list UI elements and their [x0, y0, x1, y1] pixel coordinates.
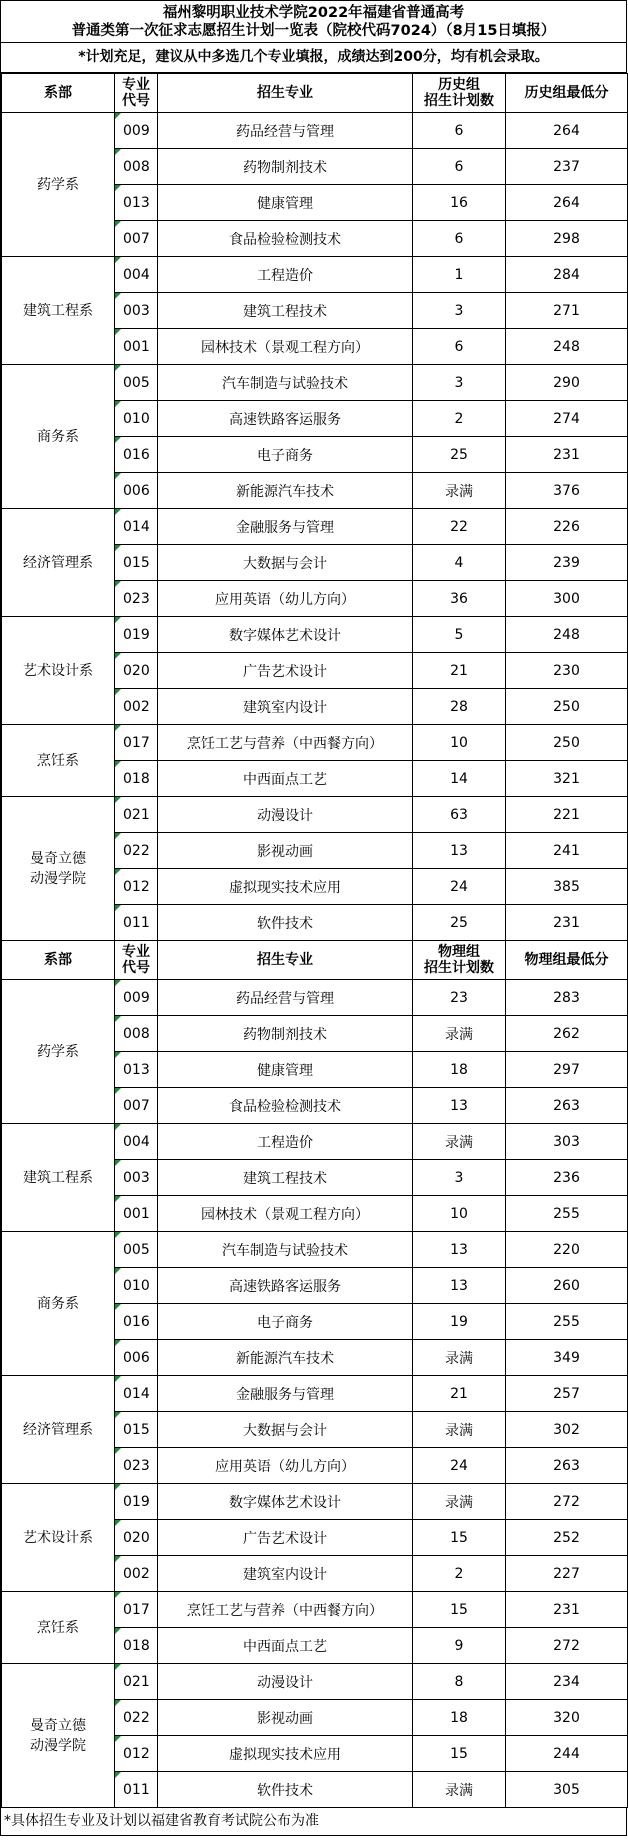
table-header-row — [2, 941, 628, 980]
major-name: 工程造价 — [158, 1124, 413, 1160]
plan-count: 22 — [413, 509, 506, 545]
department-cell: 烹饪系 — [2, 725, 115, 797]
major-code: 004 — [115, 257, 158, 293]
min-score: 283 — [506, 980, 628, 1016]
plan-count: 6 — [413, 149, 506, 185]
major-code: 008 — [115, 149, 158, 185]
department-cell: 商务系 — [2, 365, 115, 509]
major-code: 023 — [115, 581, 158, 617]
footer-note: *具体招生专业及计划以福建省教育考试院公布为准 — [1, 1808, 627, 1836]
major-name: 药品经营与管理 — [158, 113, 413, 149]
major-name: 动漫设计 — [158, 1664, 413, 1700]
table-row — [2, 617, 628, 653]
table-row — [2, 980, 628, 1016]
min-score: 237 — [506, 149, 628, 185]
major-name: 汽车制造与试验技术 — [158, 1232, 413, 1268]
table-row — [2, 1592, 628, 1628]
min-score: 298 — [506, 221, 628, 257]
major-code: 023 — [115, 1448, 158, 1484]
table-row — [2, 1124, 628, 1160]
plan-count: 录满 — [413, 1016, 506, 1052]
header-min-score: 物理组最低分 — [506, 941, 628, 980]
table-row — [2, 1376, 628, 1412]
plan-count: 3 — [413, 1160, 506, 1196]
major-code: 003 — [115, 1160, 158, 1196]
header-plan-count: 历史组 招生计划数 — [413, 74, 506, 113]
major-code: 007 — [115, 221, 158, 257]
major-name: 建筑室内设计 — [158, 689, 413, 725]
min-score: 271 — [506, 293, 628, 329]
min-score: 234 — [506, 1664, 628, 1700]
plan-count: 3 — [413, 365, 506, 401]
title-block — [1, 1, 627, 43]
major-name: 建筑工程技术 — [158, 1160, 413, 1196]
plan-count: 2 — [413, 1556, 506, 1592]
plan-count: 3 — [413, 293, 506, 329]
plan-count: 24 — [413, 1448, 506, 1484]
major-code: 007 — [115, 1088, 158, 1124]
plan-count: 21 — [413, 653, 506, 689]
plan-count: 14 — [413, 761, 506, 797]
header-plan-count: 物理组 招生计划数 — [413, 941, 506, 980]
plan-count: 24 — [413, 869, 506, 905]
min-score: 272 — [506, 1484, 628, 1520]
plan-count: 录满 — [413, 1124, 506, 1160]
major-name: 中西面点工艺 — [158, 1628, 413, 1664]
major-code: 020 — [115, 1520, 158, 1556]
major-code: 006 — [115, 1340, 158, 1376]
major-name: 大数据与会计 — [158, 545, 413, 581]
major-name: 软件技术 — [158, 905, 413, 941]
title-line-2: 普通类第一次征求志愿招生计划一览表（院校代码7024）（8月15日填报） — [71, 23, 556, 39]
plan-count: 2 — [413, 401, 506, 437]
plan-table — [1, 73, 628, 1808]
plan-count: 6 — [413, 329, 506, 365]
plan-count: 28 — [413, 689, 506, 725]
department-cell: 曼奇立德 动漫学院 — [2, 797, 115, 941]
min-score: 349 — [506, 1340, 628, 1376]
title-line-1: 福州黎明职业技术学院2022年福建省普通高考 — [162, 5, 465, 21]
header-major: 招生专业 — [158, 941, 413, 980]
plan-count: 录满 — [413, 1772, 506, 1808]
major-code: 010 — [115, 401, 158, 437]
plan-count: 6 — [413, 221, 506, 257]
min-score: 385 — [506, 869, 628, 905]
major-code: 017 — [115, 725, 158, 761]
min-score: 230 — [506, 653, 628, 689]
table-row — [2, 113, 628, 149]
plan-count: 10 — [413, 725, 506, 761]
min-score: 297 — [506, 1052, 628, 1088]
min-score: 303 — [506, 1124, 628, 1160]
department-cell: 药学系 — [2, 980, 115, 1124]
major-name: 食品检验检测技术 — [158, 1088, 413, 1124]
min-score: 252 — [506, 1520, 628, 1556]
major-name: 电子商务 — [158, 1304, 413, 1340]
major-code: 017 — [115, 1592, 158, 1628]
min-score: 274 — [506, 401, 628, 437]
major-name: 大数据与会计 — [158, 1412, 413, 1448]
department-cell: 经济管理系 — [2, 1376, 115, 1484]
major-name: 药物制剂技术 — [158, 1016, 413, 1052]
header-department: 系部 — [2, 74, 115, 113]
major-code: 018 — [115, 1628, 158, 1664]
min-score: 226 — [506, 509, 628, 545]
major-code: 006 — [115, 473, 158, 509]
major-name: 建筑室内设计 — [158, 1556, 413, 1592]
major-name: 数字媒体艺术设计 — [158, 1484, 413, 1520]
min-score: 305 — [506, 1772, 628, 1808]
major-name: 中西面点工艺 — [158, 761, 413, 797]
plan-count: 21 — [413, 1376, 506, 1412]
plan-count: 13 — [413, 833, 506, 869]
major-name: 数字媒体艺术设计 — [158, 617, 413, 653]
table-row — [2, 797, 628, 833]
min-score: 300 — [506, 581, 628, 617]
major-code: 011 — [115, 905, 158, 941]
min-score: 221 — [506, 797, 628, 833]
major-name: 影视动画 — [158, 833, 413, 869]
table-row — [2, 1484, 628, 1520]
min-score: 264 — [506, 113, 628, 149]
major-name: 应用英语（幼儿方向） — [158, 1448, 413, 1484]
plan-count: 36 — [413, 581, 506, 617]
plan-count: 4 — [413, 545, 506, 581]
table-row — [2, 257, 628, 293]
major-code: 014 — [115, 509, 158, 545]
min-score: 241 — [506, 833, 628, 869]
major-code: 021 — [115, 797, 158, 833]
major-code: 005 — [115, 365, 158, 401]
min-score: 220 — [506, 1232, 628, 1268]
plan-count: 18 — [413, 1700, 506, 1736]
major-name: 高速铁路客运服务 — [158, 401, 413, 437]
min-score: 284 — [506, 257, 628, 293]
plan-count: 63 — [413, 797, 506, 833]
header-major-code: 专业 代号 — [115, 941, 158, 980]
min-score: 244 — [506, 1736, 628, 1772]
plan-count: 10 — [413, 1196, 506, 1232]
major-code: 015 — [115, 1412, 158, 1448]
min-score: 264 — [506, 185, 628, 221]
min-score: 272 — [506, 1628, 628, 1664]
table-row — [2, 1664, 628, 1700]
major-code: 022 — [115, 1700, 158, 1736]
major-code: 022 — [115, 833, 158, 869]
department-cell: 艺术设计系 — [2, 617, 115, 725]
plan-count: 25 — [413, 905, 506, 941]
major-name: 建筑工程技术 — [158, 293, 413, 329]
min-score: 302 — [506, 1412, 628, 1448]
major-name: 健康管理 — [158, 1052, 413, 1088]
plan-count: 13 — [413, 1088, 506, 1124]
min-score: 236 — [506, 1160, 628, 1196]
major-code: 008 — [115, 1016, 158, 1052]
major-name: 健康管理 — [158, 185, 413, 221]
plan-count: 录满 — [413, 1412, 506, 1448]
min-score: 250 — [506, 689, 628, 725]
major-code: 012 — [115, 869, 158, 905]
major-name: 虚拟现实技术应用 — [158, 869, 413, 905]
major-name: 烹饪工艺与营养（中西餐方向） — [158, 1592, 413, 1628]
major-code: 013 — [115, 1052, 158, 1088]
department-cell: 药学系 — [2, 113, 115, 257]
plan-count: 18 — [413, 1052, 506, 1088]
major-name: 金融服务与管理 — [158, 1376, 413, 1412]
plan-count: 13 — [413, 1268, 506, 1304]
major-code: 015 — [115, 545, 158, 581]
min-score: 290 — [506, 365, 628, 401]
major-code: 001 — [115, 1196, 158, 1232]
min-score: 231 — [506, 905, 628, 941]
plan-count: 录满 — [413, 1484, 506, 1520]
major-name: 高速铁路客运服务 — [158, 1268, 413, 1304]
major-name: 虚拟现实技术应用 — [158, 1736, 413, 1772]
plan-count: 16 — [413, 185, 506, 221]
major-name: 电子商务 — [158, 437, 413, 473]
major-code: 003 — [115, 293, 158, 329]
major-code: 021 — [115, 1664, 158, 1700]
major-name: 金融服务与管理 — [158, 509, 413, 545]
major-code: 013 — [115, 185, 158, 221]
min-score: 376 — [506, 473, 628, 509]
header-major: 招生专业 — [158, 74, 413, 113]
header-min-score: 历史组最低分 — [506, 74, 628, 113]
plan-count: 19 — [413, 1304, 506, 1340]
major-code: 016 — [115, 1304, 158, 1340]
header-major-code: 专业 代号 — [115, 74, 158, 113]
major-name: 广告艺术设计 — [158, 1520, 413, 1556]
table-row — [2, 365, 628, 401]
table-row — [2, 725, 628, 761]
table-row — [2, 1232, 628, 1268]
min-score: 231 — [506, 1592, 628, 1628]
plan-count: 15 — [413, 1736, 506, 1772]
min-score: 263 — [506, 1088, 628, 1124]
header-department: 系部 — [2, 941, 115, 980]
min-score: 250 — [506, 725, 628, 761]
department-cell: 建筑工程系 — [2, 1124, 115, 1232]
major-name: 园林技术（景观工程方向） — [158, 329, 413, 365]
major-name: 汽车制造与试验技术 — [158, 365, 413, 401]
notice-text: *计划充足，建议从中多选几个专业填报，成绩达到200分，均有机会录取。 — [1, 43, 627, 73]
major-code: 018 — [115, 761, 158, 797]
major-name: 软件技术 — [158, 1772, 413, 1808]
major-code: 002 — [115, 1556, 158, 1592]
major-code: 004 — [115, 1124, 158, 1160]
table-header-row — [2, 74, 628, 113]
major-name: 药物制剂技术 — [158, 149, 413, 185]
plan-count: 15 — [413, 1592, 506, 1628]
major-code: 014 — [115, 1376, 158, 1412]
major-name: 新能源汽车技术 — [158, 473, 413, 509]
department-cell: 经济管理系 — [2, 509, 115, 617]
major-code: 019 — [115, 617, 158, 653]
major-name: 药品经营与管理 — [158, 980, 413, 1016]
min-score: 255 — [506, 1196, 628, 1232]
min-score: 248 — [506, 617, 628, 653]
major-name: 食品检验检测技术 — [158, 221, 413, 257]
department-cell: 商务系 — [2, 1232, 115, 1376]
major-name: 影视动画 — [158, 1700, 413, 1736]
plan-count: 9 — [413, 1628, 506, 1664]
min-score: 320 — [506, 1700, 628, 1736]
min-score: 257 — [506, 1376, 628, 1412]
min-score: 239 — [506, 545, 628, 581]
major-code: 001 — [115, 329, 158, 365]
major-code: 010 — [115, 1268, 158, 1304]
department-cell: 烹饪系 — [2, 1592, 115, 1664]
major-code: 002 — [115, 689, 158, 725]
major-code: 012 — [115, 1736, 158, 1772]
plan-count: 录满 — [413, 1340, 506, 1376]
major-name: 园林技术（景观工程方向） — [158, 1196, 413, 1232]
plan-count: 15 — [413, 1520, 506, 1556]
major-name: 动漫设计 — [158, 797, 413, 833]
major-code: 019 — [115, 1484, 158, 1520]
department-cell: 曼奇立德 动漫学院 — [2, 1664, 115, 1808]
min-score: 262 — [506, 1016, 628, 1052]
plan-table-body — [2, 74, 628, 1808]
major-code: 020 — [115, 653, 158, 689]
plan-count: 23 — [413, 980, 506, 1016]
min-score: 231 — [506, 437, 628, 473]
min-score: 321 — [506, 761, 628, 797]
min-score: 260 — [506, 1268, 628, 1304]
major-name: 新能源汽车技术 — [158, 1340, 413, 1376]
min-score: 255 — [506, 1304, 628, 1340]
major-name: 工程造价 — [158, 257, 413, 293]
department-cell: 建筑工程系 — [2, 257, 115, 365]
major-name: 烹饪工艺与营养（中西餐方向） — [158, 725, 413, 761]
major-code: 009 — [115, 113, 158, 149]
min-score: 248 — [506, 329, 628, 365]
min-score: 227 — [506, 1556, 628, 1592]
plan-count: 5 — [413, 617, 506, 653]
plan-count: 录满 — [413, 473, 506, 509]
major-code: 005 — [115, 1232, 158, 1268]
major-code: 016 — [115, 437, 158, 473]
major-name: 应用英语（幼儿方向） — [158, 581, 413, 617]
major-name: 广告艺术设计 — [158, 653, 413, 689]
plan-count: 1 — [413, 257, 506, 293]
min-score: 263 — [506, 1448, 628, 1484]
plan-count: 6 — [413, 113, 506, 149]
major-code: 011 — [115, 1772, 158, 1808]
plan-count: 13 — [413, 1232, 506, 1268]
table-row — [2, 509, 628, 545]
major-code: 009 — [115, 980, 158, 1016]
department-cell: 艺术设计系 — [2, 1484, 115, 1592]
plan-count: 25 — [413, 437, 506, 473]
plan-count: 8 — [413, 1664, 506, 1700]
